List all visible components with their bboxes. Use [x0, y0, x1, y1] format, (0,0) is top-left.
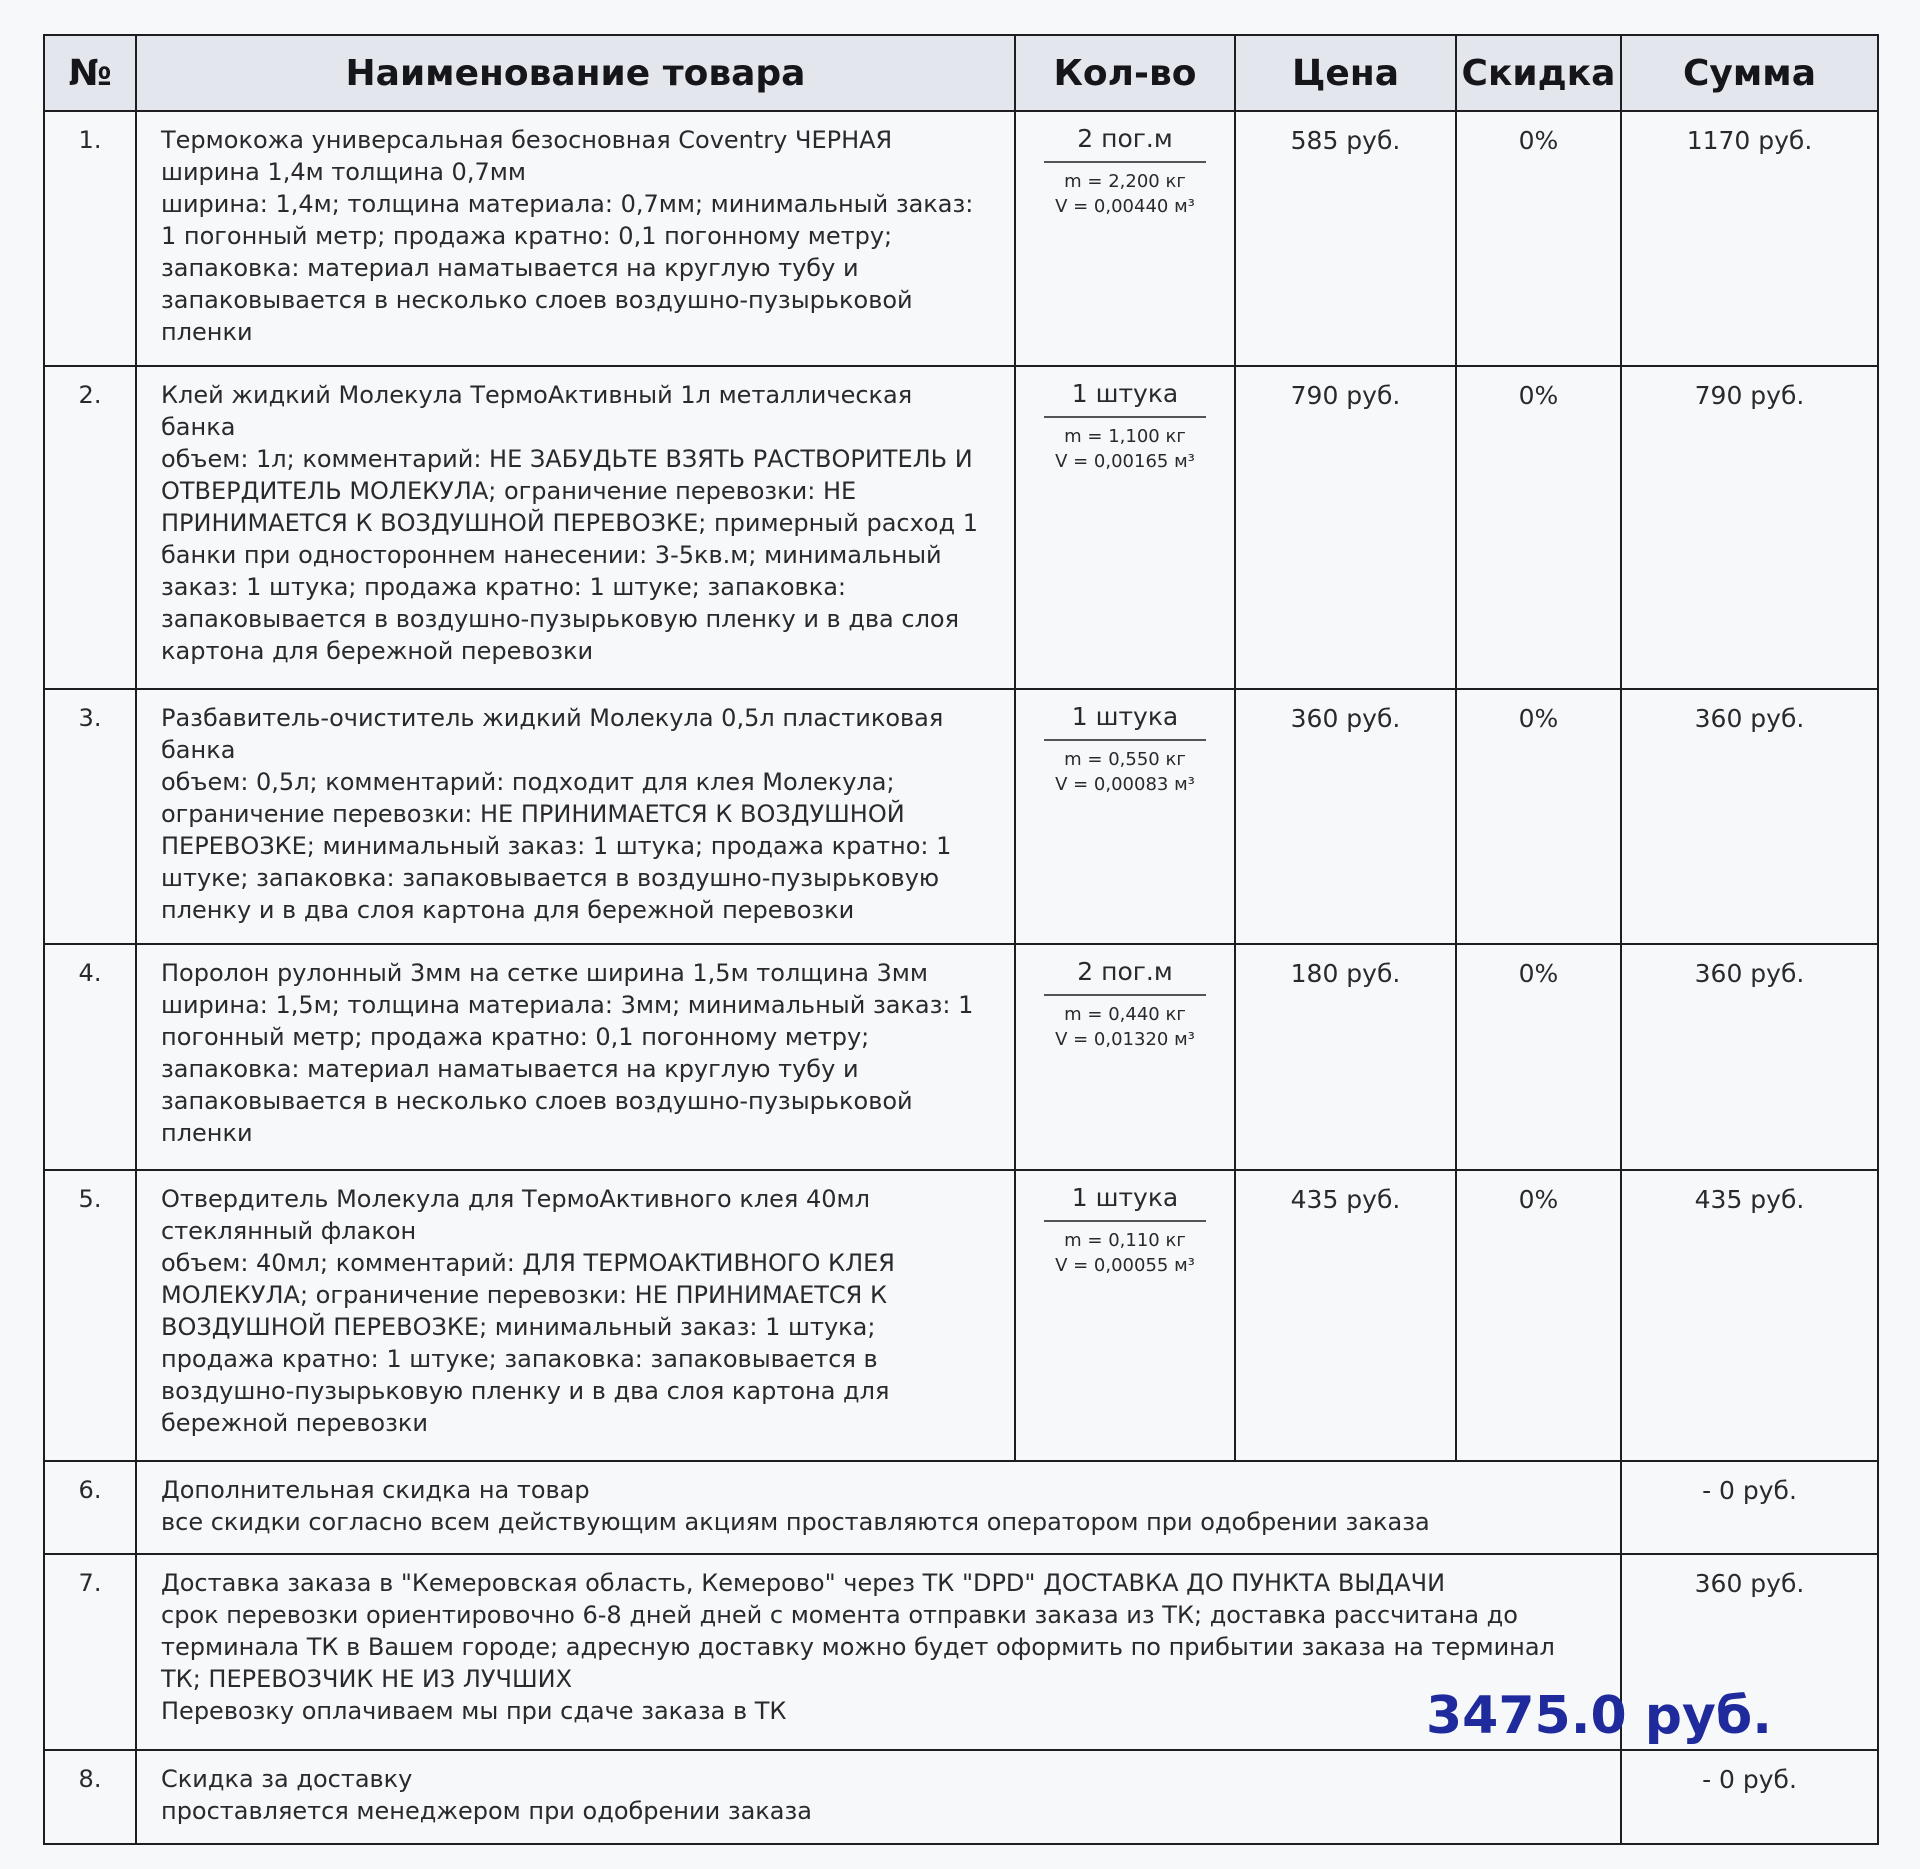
row-number: 7. [44, 1554, 136, 1750]
item-qty [1015, 366, 1235, 689]
row-number: 5. [44, 1170, 136, 1461]
item-mass: m = 0,440 кг [1064, 1004, 1186, 1025]
qty-value: 1 штука [1044, 379, 1206, 418]
item-name [136, 366, 1015, 689]
header-sum: Сумма [1621, 35, 1878, 111]
row-number: 3. [44, 689, 136, 944]
row-number: 1. [44, 111, 136, 366]
item-qty [1015, 1170, 1235, 1461]
item-mass: m = 2,200 кг [1064, 171, 1186, 192]
item-discount: 0% [1456, 1170, 1621, 1461]
item-sum: 360 руб. [1621, 944, 1878, 1170]
item-row [44, 366, 1878, 689]
item-title: Отвердитель Молекула для ТермоАктивного клея 40мл стеклянный флакон [161, 1185, 870, 1245]
item-title: Клей жидкий Молекула ТермоАктивный 1л металлическая банка [161, 381, 913, 441]
item-title: Поролон рулонный 3мм на сетке ширина 1,5м толщина 3мм [161, 959, 929, 987]
header-qty: Кол-во [1015, 35, 1235, 111]
qty-value: 1 штука [1044, 1183, 1206, 1222]
item-note: Перевозку оплачиваем мы при сдаче заказа в ТК [161, 1697, 787, 1725]
order-table [43, 34, 1879, 1845]
item-name [136, 1750, 1621, 1844]
row-number: 2. [44, 366, 136, 689]
item-description: объем: 0,5л; комментарий: подходит для клея Молекула; ограничение перевозки: НЕ ПРИНИМАЕТСЯ К ВОЗДУШНОЙ ПЕРЕВОЗКЕ; минимальный заказ: 1 штука; продажа кратно: 1 штуке; запаковка: запаковывается в воздушно-пузырьковую пленку и в два слоя картона для бережной перевозки [161, 768, 952, 924]
item-description: ширина: 1,4м; толщина материала: 0,7мм; минимальный заказ: 1 погонный метр; продажа кратно: 0,1 погонному метру; запаковка: материал наматывается на круглую тубу и запаковывается в несколько слоев воздушно-пузырьковой пленки [161, 190, 974, 346]
item-volume: V = 0,01320 м³ [1055, 1029, 1195, 1050]
qty-value: 2 пог.м [1044, 957, 1206, 996]
item-description: объем: 1л; комментарий: НЕ ЗАБУДЬТЕ ВЗЯТЬ РАСТВОРИТЕЛЬ И ОТВЕРДИТЕЛЬ МОЛЕКУЛА; ограничение перевозки: НЕ ПРИНИМАЕТСЯ К ВОЗДУШНОЙ ПЕРЕВОЗКЕ; примерный расход 1 банки при одностороннем нанесении: 3-5кв.м; минимальный заказ: 1 штука; продажа кратно: 1 штуке; запаковка: запаковывается в воздушно-пузырьковую пленку и в два слоя картона для бережной перевозки [161, 445, 978, 665]
qty-value: 2 пог.м [1044, 124, 1206, 163]
item-description: объем: 40мл; комментарий: ДЛЯ ТЕРМОАКТИВНОГО КЛЕЯ МОЛЕКУЛА; ограничение перевозки: НЕ ПРИНИМАЕТСЯ К ВОЗДУШНОЙ ПЕРЕВОЗКЕ; минимальный заказ: 1 штука; продажа кратно: 1 штуке; запаковка: запаковывается в воздушно-пузырьковую пленку и в два слоя картона для бережной перевозки [161, 1249, 895, 1437]
item-description: все скидки согласно всем действующим акциям проставляются оператором при одобрении заказа [161, 1508, 1430, 1536]
item-sum: 360 руб. [1621, 689, 1878, 944]
item-row [44, 1170, 1878, 1461]
item-discount: 0% [1456, 366, 1621, 689]
extra-row [44, 1750, 1878, 1844]
header-row [44, 35, 1878, 111]
item-description: проставляется менеджером при одобрении заказа [161, 1797, 812, 1825]
item-description: ширина: 1,5м; толщина материала: 3мм; минимальный заказ: 1 погонный метр; продажа кратно: 0,1 погонному метру; запаковка: материал наматывается на круглую тубу и запаковывается в несколько слоев воздушно-пузырьковой пленки [161, 991, 974, 1147]
item-name [136, 1170, 1015, 1461]
item-discount: 0% [1456, 944, 1621, 1170]
qty-value: 1 штука [1044, 702, 1206, 741]
item-sum: - 0 руб. [1621, 1750, 1878, 1844]
item-volume: V = 0,00083 м³ [1055, 774, 1195, 795]
header-price: Цена [1235, 35, 1456, 111]
row-number: 6. [44, 1461, 136, 1554]
item-sum: 435 руб. [1621, 1170, 1878, 1461]
item-price: 435 руб. [1235, 1170, 1456, 1461]
header-name: Наименование товара [136, 35, 1015, 111]
item-title: Разбавитель-очиститель жидкий Молекула 0,5л пластиковая банка [161, 704, 944, 764]
item-name [136, 689, 1015, 944]
extra-row [44, 1461, 1878, 1554]
item-name [136, 1461, 1621, 1554]
item-discount: 0% [1456, 689, 1621, 944]
item-sum: 360 руб. [1621, 1554, 1878, 1750]
item-mass: m = 0,110 кг [1064, 1230, 1186, 1251]
item-sum: - 0 руб. [1621, 1461, 1878, 1554]
header-num: № [44, 35, 136, 111]
item-name [136, 1554, 1621, 1750]
item-title: Доставка заказа в "Кемеровская область, Кемерово" через ТК "DPD" ДОСТАВКА ДО ПУНКТА ВЫДАЧИ [161, 1569, 1446, 1597]
item-sum: 1170 руб. [1621, 111, 1878, 366]
item-mass: m = 1,100 кг [1064, 426, 1186, 447]
item-description: срок перевозки ориентировочно 6-8 дней дней с момента отправки заказа из ТК; доставка рассчитана до терминала ТК в Вашем городе; адресную доставку можно будет оформить по прибытии заказа на терминал ТК; ПЕРЕВОЗЧИК НЕ ИЗ ЛУЧШИХ [161, 1601, 1555, 1693]
item-price: 790 руб. [1235, 366, 1456, 689]
item-row [44, 944, 1878, 1170]
item-name [136, 944, 1015, 1170]
item-row [44, 111, 1878, 366]
item-price: 360 руб. [1235, 689, 1456, 944]
item-price: 180 руб. [1235, 944, 1456, 1170]
order-total: 3475.0 руб. [1426, 1686, 1772, 1746]
item-volume: V = 0,00440 м³ [1055, 196, 1195, 217]
item-row [44, 689, 1878, 944]
item-qty [1015, 689, 1235, 944]
item-name [136, 111, 1015, 366]
item-volume: V = 0,00055 м³ [1055, 1255, 1195, 1276]
header-discount: Скидка [1456, 35, 1621, 111]
item-qty [1015, 111, 1235, 366]
item-price: 585 руб. [1235, 111, 1456, 366]
item-volume: V = 0,00165 м³ [1055, 451, 1195, 472]
item-discount: 0% [1456, 111, 1621, 366]
item-title: Скидка за доставку [161, 1765, 413, 1793]
item-title: Термокожа универсальная безосновная Coventry ЧЕРНАЯ ширина 1,4м толщина 0,7мм [161, 126, 893, 186]
item-qty [1015, 944, 1235, 1170]
item-title: Дополнительная скидка на товар [161, 1476, 590, 1504]
item-sum: 790 руб. [1621, 366, 1878, 689]
item-mass: m = 0,550 кг [1064, 749, 1186, 770]
row-number: 4. [44, 944, 136, 1170]
row-number: 8. [44, 1750, 136, 1844]
